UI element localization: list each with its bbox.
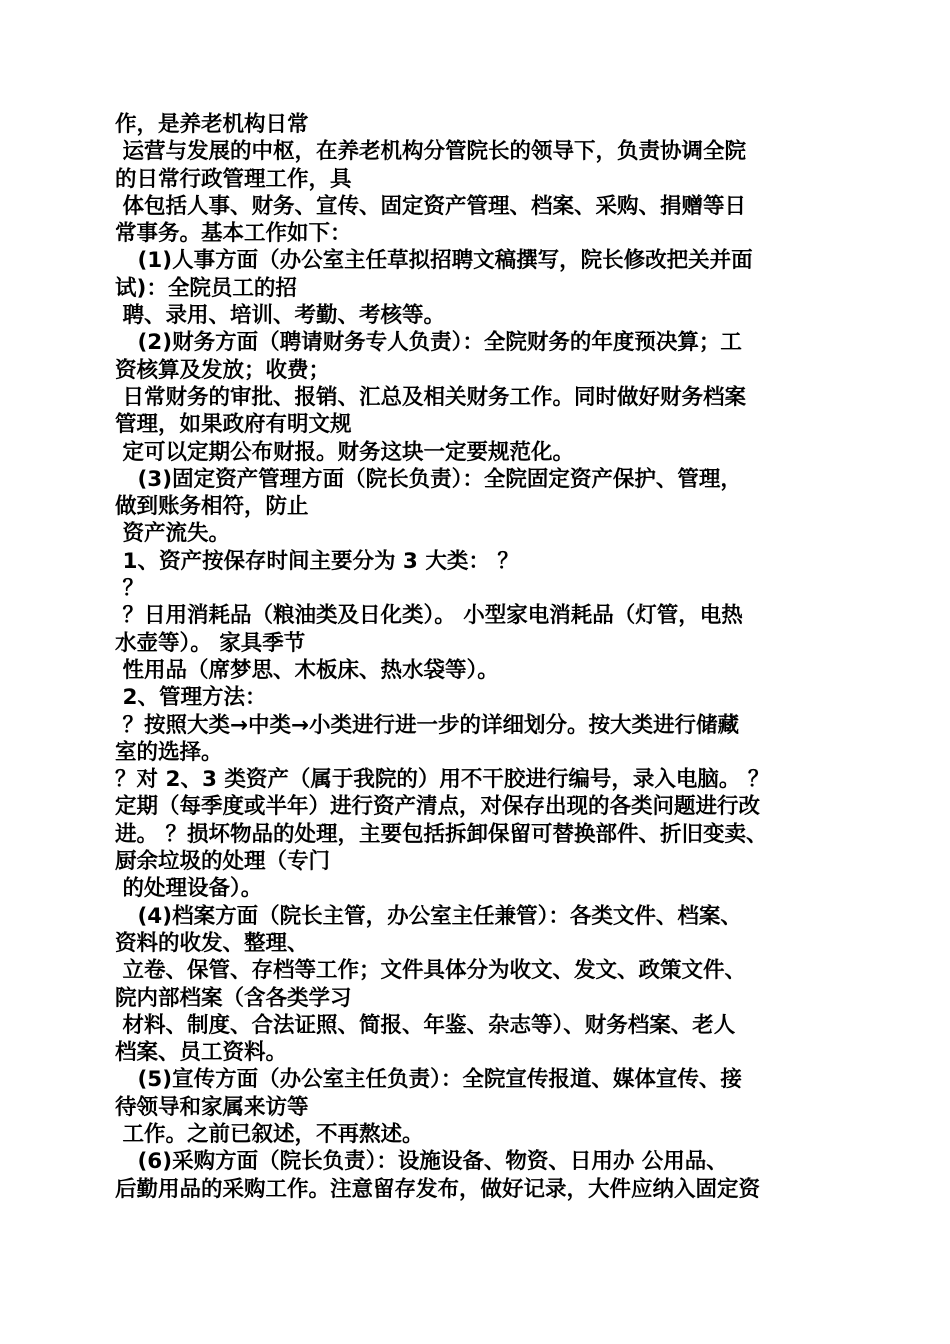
text-line: 试)：全院员工的招 xyxy=(115,275,297,301)
text-line: (4)档案方面（院长主管，办公室主任兼管）：各类文件、档案、 xyxy=(115,903,742,929)
text-line: 定可以定期公布财报。财务这块一定要规范化。 xyxy=(115,439,574,465)
text-line: 进。 ？损坏物品的处理，主要包括拆卸保留可替换部件、折旧变卖、 xyxy=(115,821,768,847)
text-line: 工作。之前已叙述，不再熬述。 xyxy=(115,1121,424,1147)
text-line: 体包括人事、财务、宣传、固定资产管理、档案、采购、捐赠等日 xyxy=(115,193,746,219)
text-line: 的日常行政管理工作，具 xyxy=(115,166,352,192)
text-line: 资核算及发放；收费； xyxy=(115,357,331,383)
text-line: 2、管理方法： xyxy=(115,685,267,711)
text-line: 管理，如果政府有明文规 xyxy=(115,412,352,438)
text-line: 厨余垃圾的处理（专门 xyxy=(115,849,331,875)
text-line: 室的选择。 xyxy=(115,739,223,765)
text-line: ？按照大类→中类→小类进行进一步的详细划分。按大类进行储藏 xyxy=(115,712,740,738)
text-line: 性用品（席梦思、木板床、热水袋等）。 xyxy=(115,657,499,683)
text-line: 材料、制度、合法证照、简报、年鉴、杂志等）、财务档案、老人 xyxy=(115,1012,736,1038)
text-line: 院内部档案（含各类学习 xyxy=(115,985,352,1011)
text-line: 作，是养老机构日常 xyxy=(115,112,309,137)
text-line: 立卷、保管、存档等工作；文件具体分为收文、发文、政策文件、 xyxy=(115,958,746,984)
text-line: 档案、员工资料。 xyxy=(115,1040,288,1066)
text-line: (3)固定资产管理方面（院长负责）：全院固定资产保护、管理， xyxy=(115,466,742,492)
text-line: (2)财务方面（聘请财务专人负责）：全院财务的年度预决算；工 xyxy=(115,330,742,356)
text-line: 运营与发展的中枢，在养老机构分管院长的领导下，负责协调全院 xyxy=(115,139,746,165)
text-line: 资产流失。 xyxy=(115,521,230,547)
text-line: (1)人事方面（办公室主任草拟招聘文稿撰写，院长修改把关并面 xyxy=(115,248,753,274)
text-line: ？日用消耗品（粮油类及日化类）。 小型家电消耗品（灯管，电热 xyxy=(115,603,743,629)
text-line: 1、资产按保存时间主要分为 3 大类： ？ xyxy=(115,548,519,574)
text-line: 定期（每季度或半年）进行资产清点，对保存出现的各类问题进行改 xyxy=(115,794,761,820)
text-line: 水壶等）。 家具季节 xyxy=(115,630,306,656)
text-line: 常事务。基本工作如下： xyxy=(115,221,352,247)
text-line: 日常财务的审批、报销、汇总及相关财务工作。同时做好财务档案 xyxy=(115,384,746,410)
text-line: (5)宣传方面（办公室主任负责）：全院宣传报道、媒体宣传、接 xyxy=(115,1067,742,1093)
text-line: 待领导和家属来访等 xyxy=(115,1094,309,1120)
text-line: 聘、录用、培训、考勤、考核等。 xyxy=(115,303,445,329)
text-line: ？对 2、3 类资产（属于我院的）用不干胶进行编号，录入电脑。 ？ xyxy=(115,767,770,793)
text-line: 后勤用品的采购工作。注意留存发布，做好记录，大件应纳入固定资 xyxy=(115,1176,761,1202)
document-body xyxy=(115,111,855,1203)
text-line: (6)采购方面（院长负责）：设施设备、物资、日用办 公用品、 xyxy=(115,1149,728,1175)
text-line: 做到账务相符，防止 xyxy=(115,494,309,520)
text-line: 的处理设备）。 xyxy=(115,876,263,902)
text-line: ？ xyxy=(115,576,144,602)
text-line: 资料的收发、整理、 xyxy=(115,930,309,956)
